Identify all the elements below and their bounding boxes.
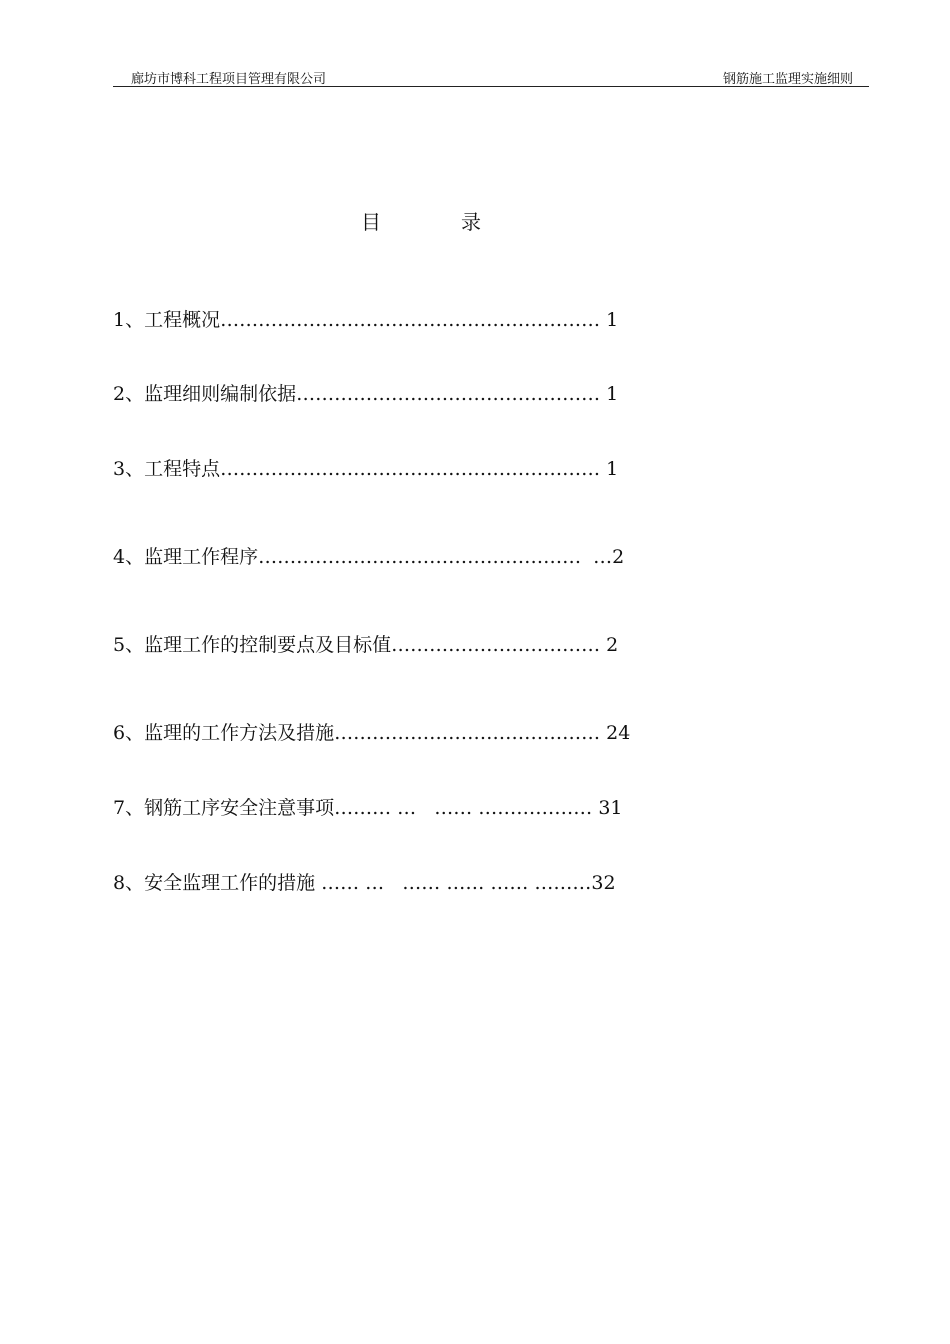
- toc-entry-3[interactable]: 3、工程特点…………………………………………………… 1: [113, 458, 619, 480]
- toc-entry-1[interactable]: 1、工程概况…………………………………………………… 1: [113, 309, 619, 331]
- toc-title-char-1: 目: [361, 210, 381, 234]
- toc-title-char-2: 录: [461, 210, 481, 234]
- toc-entry-5[interactable]: 5、监理工作的控制要点及目标值…………………………… 2: [113, 634, 619, 656]
- header-company: 廊坊市博科工程项目管理有限公司: [131, 72, 327, 87]
- toc-entry-6[interactable]: 6、监理的工作方法及措施…………………………………… 24: [113, 722, 631, 744]
- toc-entry-8[interactable]: 8、安全监理工作的措施 …… … …… …… …… ………32: [113, 872, 616, 894]
- toc-entry-4[interactable]: 4、监理工作程序…………………………………………… …2: [113, 546, 625, 568]
- toc-entry-2[interactable]: 2、监理细则编制依据………………………………………… 1: [113, 383, 619, 405]
- toc-entry-7[interactable]: 7、钢筋工序安全注意事项……… … …… ……………… 31: [113, 797, 623, 819]
- header-doc-title: 钢筋施工监理实施细则: [722, 72, 853, 87]
- page-header: [113, 66, 869, 87]
